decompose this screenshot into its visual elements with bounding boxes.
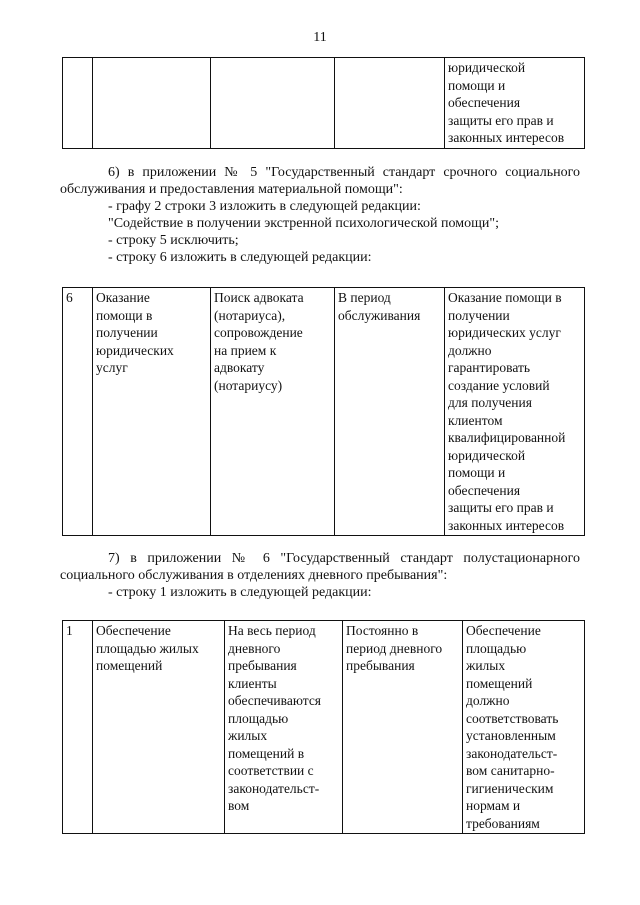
cell-line: для получения bbox=[448, 395, 532, 410]
table-continuation bbox=[62, 57, 585, 149]
table-row bbox=[63, 58, 585, 149]
cell-line: должно bbox=[448, 342, 492, 358]
list-item: - строку 6 изложить в следующей редакции: bbox=[108, 250, 372, 265]
cell-line: Обеспечение bbox=[96, 623, 171, 638]
cell-line: гарантировать bbox=[448, 360, 531, 375]
cell-line: период дневного bbox=[346, 640, 443, 656]
cell-line: Оказание bbox=[96, 290, 150, 305]
table-cell bbox=[93, 58, 211, 149]
cell-line: сопровождение bbox=[214, 325, 303, 340]
cell-line: нормам и bbox=[466, 798, 521, 813]
paragraph-line: социального обслуживания в отделениях дневного пребывания": bbox=[60, 568, 448, 583]
paragraph-line: 6) в приложении № 5 "Государственный стандарт срочного социального bbox=[108, 165, 580, 180]
cell-line: дневного bbox=[228, 640, 281, 656]
cell-line: жилых bbox=[228, 728, 268, 743]
cell-line: (нотариусу) bbox=[214, 377, 283, 393]
cell-line: Постоянно в bbox=[346, 623, 419, 638]
cell-line: площадью bbox=[466, 640, 527, 656]
cell-line: юридических услуг bbox=[448, 325, 561, 340]
cell-line: законодательст- bbox=[228, 780, 320, 796]
cell-line: вом санитарно- bbox=[466, 763, 555, 778]
cell-line: соответствии с bbox=[228, 763, 314, 778]
cell-line: юридических bbox=[96, 342, 174, 358]
cell-line: юридической bbox=[448, 447, 526, 463]
cell-line: Поиск адвоката bbox=[214, 290, 304, 305]
table-cell bbox=[343, 621, 463, 834]
cell-line: юридической bbox=[448, 60, 526, 75]
page-number: 11 bbox=[313, 30, 327, 45]
list-item: - строку 1 изложить в следующей редакции: bbox=[108, 585, 372, 600]
table-cell bbox=[211, 288, 335, 536]
cell-line: площадью bbox=[228, 710, 289, 726]
cell-line: помещений в bbox=[228, 745, 305, 761]
paragraph-line: 7) в приложении № 6 "Государственный стандарт полустационарного bbox=[108, 551, 580, 566]
cell-line: обслуживания bbox=[338, 307, 421, 323]
cell-line: Обеспечение bbox=[466, 623, 541, 638]
cell-line: гигиеническим bbox=[466, 780, 554, 796]
cell-line: квалифицированной bbox=[448, 430, 566, 445]
paragraph-line: обслуживания и предоставления материальной помощи": bbox=[60, 182, 403, 197]
cell-line: законных интересов bbox=[448, 517, 565, 533]
cell-line: помощи в bbox=[96, 307, 153, 323]
cell-line: помещений bbox=[96, 658, 163, 673]
table-row bbox=[63, 288, 585, 536]
table-row-6 bbox=[62, 287, 585, 536]
cell-line: на прием к bbox=[214, 342, 277, 358]
cell-line: должно bbox=[466, 693, 510, 708]
cell-line: защиты его прав и bbox=[448, 112, 554, 128]
table-cell bbox=[445, 58, 585, 149]
cell-line: законных интересов bbox=[448, 130, 565, 145]
section-6-text bbox=[60, 164, 580, 266]
row-number: 1 bbox=[63, 621, 93, 834]
cell-line: услуг bbox=[96, 360, 128, 375]
cell-line: помощи и bbox=[448, 465, 506, 480]
row-number: 6 bbox=[63, 288, 93, 536]
cell-line: площадью жилых bbox=[96, 640, 199, 656]
cell-line: пребывания bbox=[346, 658, 415, 673]
table-cell bbox=[463, 621, 585, 834]
cell-line: вом bbox=[228, 798, 250, 813]
cell-line: В период bbox=[338, 290, 391, 305]
list-item: - графу 2 строки 3 изложить в следующей редакции: bbox=[108, 199, 421, 214]
cell-line: получении bbox=[448, 307, 510, 323]
table-row bbox=[63, 621, 585, 834]
cell-line: (нотариуса), bbox=[214, 307, 286, 323]
cell-line: требованиям bbox=[466, 815, 540, 831]
table-cell bbox=[335, 58, 445, 149]
cell-line: Оказание помощи в bbox=[448, 290, 562, 305]
cell-line: пребывания bbox=[228, 658, 297, 673]
cell-line: клиентом bbox=[448, 412, 503, 428]
table-cell bbox=[93, 288, 211, 536]
table-cell bbox=[211, 58, 335, 149]
cell-line: создание условий bbox=[448, 377, 550, 393]
table-cell bbox=[335, 288, 445, 536]
list-item: - строку 5 исключить; bbox=[108, 233, 239, 248]
cell-line: обеспечения bbox=[448, 482, 521, 498]
cell-line: адвокату bbox=[214, 360, 265, 375]
cell-line: обеспечиваются bbox=[228, 693, 322, 708]
cell-line: установленным bbox=[466, 728, 556, 743]
table-cell bbox=[225, 621, 343, 834]
cell-line: получении bbox=[96, 325, 158, 340]
cell-line: соответствовать bbox=[466, 710, 559, 726]
cell-line: жилых bbox=[466, 658, 506, 673]
table-cell bbox=[93, 621, 225, 834]
cell-line: защиты его прав и bbox=[448, 500, 554, 515]
section-7-text bbox=[60, 550, 580, 601]
table-cell bbox=[445, 288, 585, 536]
cell-line: помещений bbox=[466, 675, 533, 691]
cell-line: На весь период bbox=[228, 623, 316, 638]
cell-line: обеспечения bbox=[448, 95, 521, 110]
table-row-1 bbox=[62, 620, 585, 834]
cell-line: помощи и bbox=[448, 77, 506, 93]
cell-line: клиенты bbox=[228, 675, 277, 691]
table-cell bbox=[63, 58, 93, 149]
list-item: "Содействие в получении экстренной психологической помощи"; bbox=[108, 216, 499, 231]
cell-line: законодательст- bbox=[466, 745, 558, 761]
